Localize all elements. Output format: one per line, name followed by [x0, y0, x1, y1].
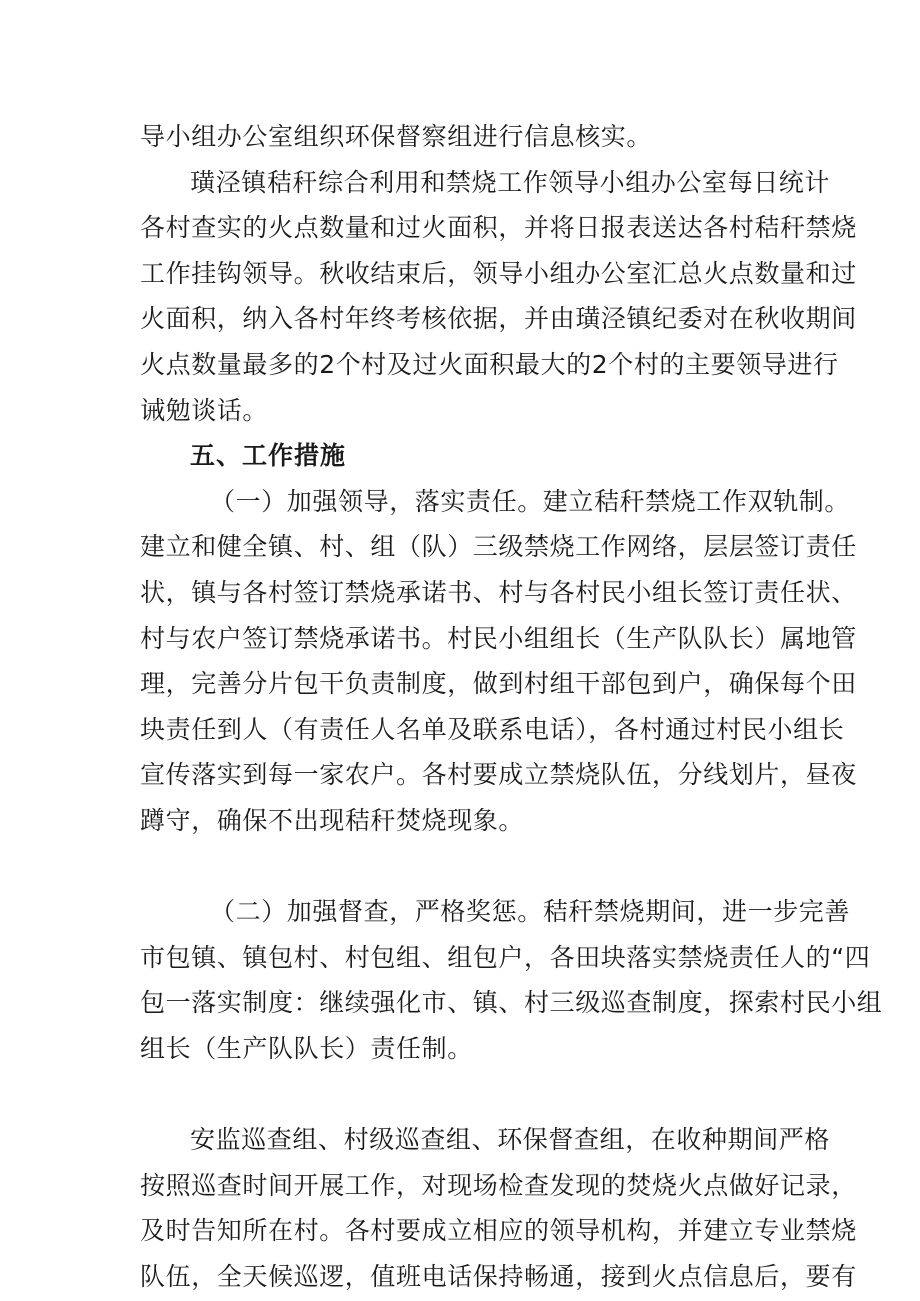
- subsection-line: （一）加强领导，落实责任。建立秸秆禁烧工作双轨制。: [210, 486, 851, 516]
- paragraph-line: 安监巡查组、村级巡查组、环保督查组，在收种期间严格: [190, 1125, 831, 1155]
- paragraph-line: 火点数量最多的2个村及过火面积最大的2个村的主要领导进行: [140, 349, 839, 379]
- paragraph-line: 市包镇、镇包村、村包组、组包户，各田块落实禁烧责任人的“四: [140, 942, 871, 972]
- paragraph-line: 工作挂钩领导。秋收结束后，领导小组办公室汇总火点数量和过: [140, 258, 857, 288]
- paragraph-line: 璜泾镇秸秆综合利用和禁烧工作领导小组办公室每日统计: [190, 167, 831, 197]
- blank-line: [140, 1071, 790, 1117]
- paragraph-line: 按照巡查时间开展工作，对现场检查发现的焚烧火点做好记录，: [140, 1170, 857, 1200]
- blank-line: [140, 844, 790, 890]
- paragraph-line: 块责任到人（有责任人名单及联系电话），各村通过村民小组长: [140, 714, 845, 744]
- document-body: [140, 114, 883, 1299]
- paragraph-line: 理，完善分片包干负责制度，做到村组干部包到户，确保每个田: [140, 669, 857, 699]
- subsection-line: （二）加强督查，严格奖惩。秸秆禁烧期间，进一步完善: [210, 897, 851, 927]
- paragraph-line: 诫勉谈话。: [140, 395, 269, 425]
- paragraph-line: 各村查实的火点数量和过火面积，并将日报表送达各村秸秆禁烧: [140, 213, 857, 243]
- paragraph-line: 村与农户签订禁烧承诺书。村民小组组长（生产队队长）属地管: [140, 623, 857, 653]
- paragraph-line: 蹲守，确保不出现秸秆焚烧现象。: [140, 805, 525, 835]
- paragraph-line: 导小组办公室组织环保督察组进行信息核实。: [140, 122, 653, 151]
- paragraph-line: 宣传落实到每一家农户。各村要成立禁烧队伍，分线划片，昼夜: [140, 760, 857, 790]
- paragraph-line: 建立和健全镇、村、组（队）三级禁烧工作网络，层层签订责任: [140, 532, 857, 562]
- paragraph-line: 及时告知所在村。各村要成立相应的领导机构，并建立专业禁烧: [140, 1216, 857, 1246]
- paragraph-line: 包一落实制度：继续强化市、镇、村三级巡查制度，探索村民小组: [140, 988, 883, 1018]
- paragraph-line: 火面积，纳入各村年终考核依据，并由璜泾镇纪委对在秋收期间: [140, 304, 857, 334]
- paragraph-line: 组长（生产队队长）责任制。: [140, 1033, 473, 1063]
- section-heading: 五、工作措施: [190, 441, 347, 471]
- paragraph-line: 队伍，全天候巡逻，值班电话保持畅通，接到火点信息后，要有: [140, 1261, 857, 1291]
- paragraph-line: 状，镇与各村签订禁烧承诺书、村与各村民小组长签订责任状、: [140, 577, 857, 607]
